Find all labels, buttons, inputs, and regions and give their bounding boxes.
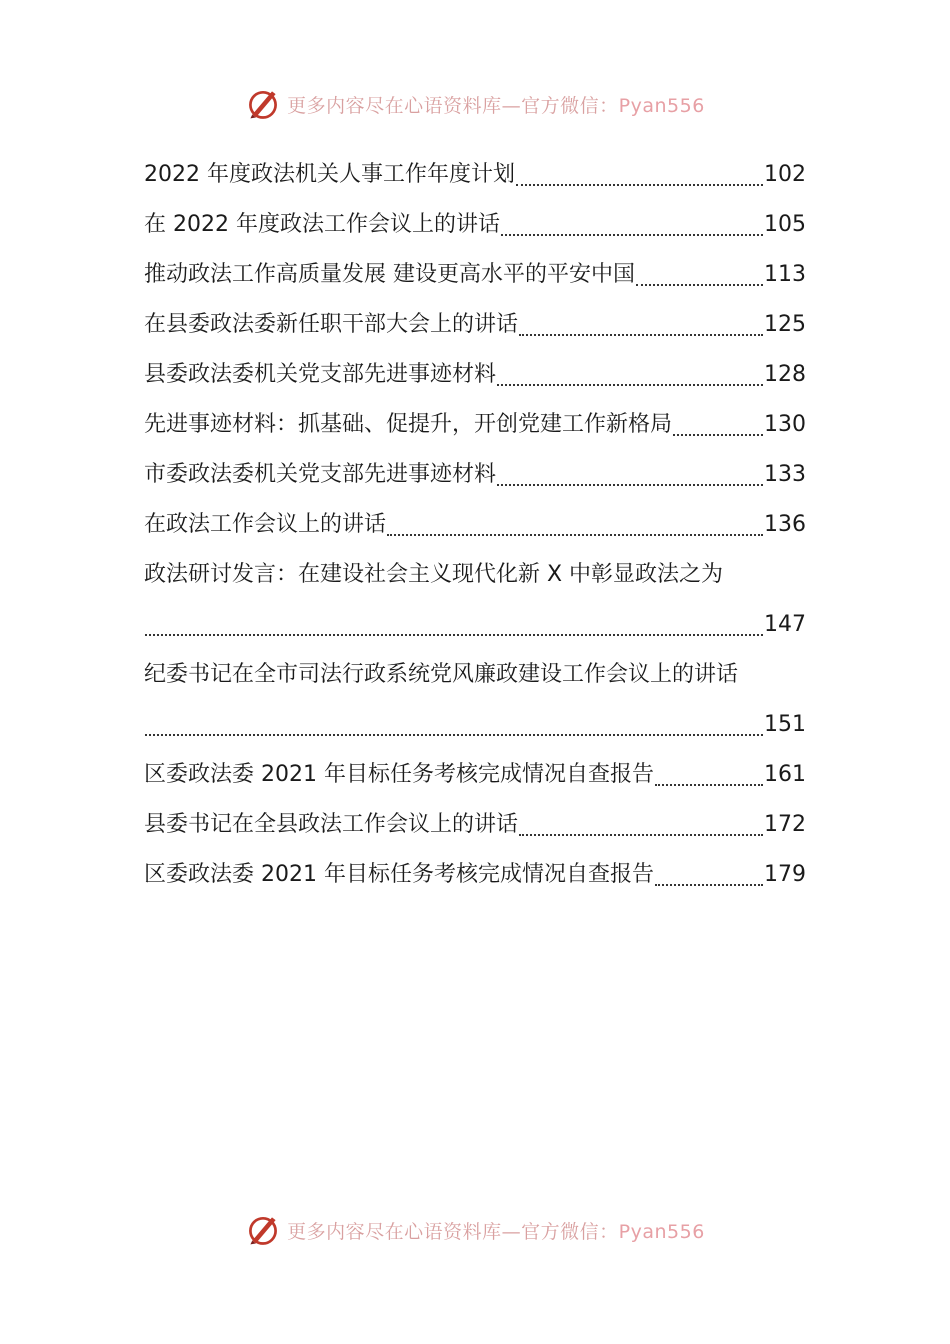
dot-leader: [145, 734, 763, 736]
toc-entry[interactable]: [144, 400, 806, 450]
toc-title: 在 2022 年度政法工作会议上的讲话: [144, 212, 500, 237]
toc-page-number: 151: [764, 712, 806, 737]
toc-entry[interactable]: [144, 500, 806, 550]
pen-circle-icon: [245, 86, 281, 122]
toc-page-number: 128: [764, 362, 806, 387]
toc-entry[interactable]: [144, 750, 806, 800]
toc-title: 纪委书记在全市司法行政系统党风廉政建设工作会议上的讲话: [144, 662, 739, 687]
toc-page-number: 179: [764, 862, 806, 887]
toc-page-number: 113: [764, 262, 806, 287]
dot-leader: [519, 334, 763, 336]
toc-page-number: 147: [764, 612, 806, 637]
dot-leader: [497, 484, 763, 486]
dot-leader: [497, 384, 763, 386]
dot-leader: [519, 834, 763, 836]
toc-page-number: 105: [764, 212, 806, 237]
toc-entry[interactable]: [144, 300, 806, 350]
watermark-text: 更多内容尽在心语资料库—官方微信：Pyan556: [287, 94, 705, 117]
dot-leader: [145, 634, 763, 636]
toc-title: 政法研讨发言：在建设社会主义现代化新 X 中彰显政法之为: [144, 562, 724, 587]
dot-leader: [655, 784, 763, 786]
toc-page-number: 136: [764, 512, 806, 537]
toc-entry[interactable]: [144, 150, 806, 200]
toc-page-number: 172: [764, 812, 806, 837]
toc-page-number: 133: [764, 462, 806, 487]
toc-title: 市委政法委机关党支部先进事迹材料: [144, 462, 497, 487]
toc-entry[interactable]: [144, 350, 806, 400]
toc-title: 区委政法委 2021 年目标任务考核完成情况自查报告: [144, 862, 654, 887]
header-watermark: [0, 84, 950, 124]
toc-entry[interactable]: [144, 850, 806, 900]
toc-page-number: 125: [764, 312, 806, 337]
toc-page-number: 130: [764, 412, 806, 437]
toc-title: 先进事迹材料：抓基础、促提升，开创党建工作新格局: [144, 412, 673, 437]
toc-entry[interactable]: [144, 200, 806, 250]
toc-title: 推动政法工作高质量发展 建设更高水平的平安中国: [144, 262, 635, 287]
toc-entry[interactable]: [144, 250, 806, 300]
footer-watermark: [0, 1210, 950, 1250]
dot-leader: [655, 884, 763, 886]
dot-leader: [673, 434, 763, 436]
toc-title: 县委书记在全县政法工作会议上的讲话: [144, 812, 519, 837]
watermark-text: 更多内容尽在心语资料库—官方微信：Pyan556: [287, 1220, 705, 1243]
toc-entry[interactable]: [144, 550, 806, 650]
toc-title: 在政法工作会议上的讲话: [144, 512, 387, 537]
dot-leader: [501, 234, 763, 236]
toc-title: 在县委政法委新任职干部大会上的讲话: [144, 312, 519, 337]
toc-page-number: 102: [764, 162, 806, 187]
toc-title: 县委政法委机关党支部先进事迹材料: [144, 362, 497, 387]
toc-entry[interactable]: [144, 650, 806, 750]
toc-page-number: 161: [764, 762, 806, 787]
toc-entry[interactable]: [144, 450, 806, 500]
dot-leader: [387, 534, 763, 536]
dot-leader: [636, 284, 763, 286]
dot-leader: [516, 184, 763, 186]
toc-entry[interactable]: [144, 800, 806, 850]
toc-title: 区委政法委 2021 年目标任务考核完成情况自查报告: [144, 762, 654, 787]
toc-title: 2022 年度政法机关人事工作年度计划: [144, 162, 515, 187]
pen-circle-icon: [245, 1212, 281, 1248]
table-of-contents: [144, 150, 806, 900]
